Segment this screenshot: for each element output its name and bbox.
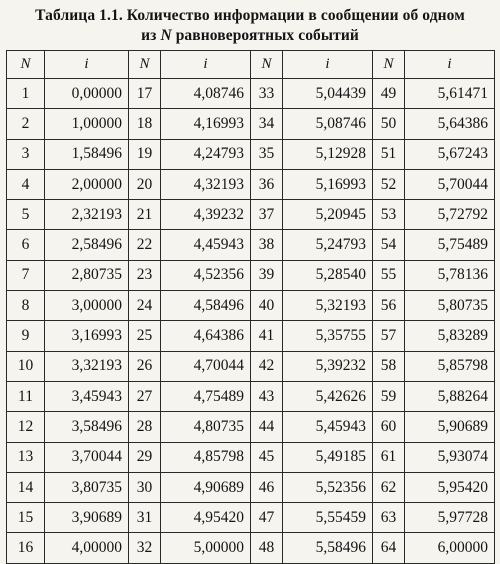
cell-n: 39 (251, 260, 283, 290)
cell-i: 5,20945 (283, 200, 373, 230)
cell-i: 5,39232 (283, 351, 373, 381)
caption-line-2-pre: из (141, 27, 161, 44)
cell-n: 2 (7, 109, 45, 139)
table-row (7, 351, 495, 381)
cell-i: 1,00000 (45, 109, 129, 139)
cell-i: 1,58496 (45, 139, 129, 169)
cell-i: 4,90689 (161, 472, 251, 502)
cell-n: 44 (251, 412, 283, 442)
cell-i: 4,85798 (161, 442, 251, 472)
cell-i: 5,08746 (283, 109, 373, 139)
cell-i: 5,67243 (405, 139, 495, 169)
caption-line-2 (6, 26, 494, 46)
cell-n: 29 (129, 442, 161, 472)
cell-n: 49 (373, 79, 405, 109)
cell-n: 56 (373, 291, 405, 321)
cell-n: 22 (129, 230, 161, 260)
table-row (7, 472, 495, 502)
cell-i: 5,35755 (283, 321, 373, 351)
cell-n: 45 (251, 442, 283, 472)
cell-n: 52 (373, 169, 405, 199)
cell-n: 30 (129, 472, 161, 502)
cell-i: 4,39232 (161, 200, 251, 230)
cell-i: 5,24793 (283, 230, 373, 260)
cell-i: 3,45943 (45, 381, 129, 411)
table-row (7, 230, 495, 260)
cell-i: 4,45943 (161, 230, 251, 260)
cell-n: 7 (7, 260, 45, 290)
header-n-3: N (251, 51, 283, 79)
caption-line-1: Таблица 1.1. Количество информации в сообщении об одном (35, 7, 465, 24)
cell-i: 4,00000 (45, 533, 129, 563)
cell-i: 5,32193 (283, 291, 373, 321)
table-row (7, 533, 495, 563)
cell-i: 4,24793 (161, 139, 251, 169)
cell-i: 4,95420 (161, 503, 251, 533)
cell-i: 3,90689 (45, 503, 129, 533)
cell-i: 5,64386 (405, 109, 495, 139)
cell-n: 9 (7, 321, 45, 351)
header-n-2: N (129, 51, 161, 79)
cell-i: 4,32193 (161, 169, 251, 199)
cell-n: 26 (129, 351, 161, 381)
cell-i: 5,45943 (283, 412, 373, 442)
cell-i: 3,16993 (45, 321, 129, 351)
header-i-3: i (283, 51, 373, 79)
cell-n: 14 (7, 472, 45, 502)
cell-n: 47 (251, 503, 283, 533)
cell-i: 4,58496 (161, 291, 251, 321)
cell-i: 4,52356 (161, 260, 251, 290)
cell-i: 5,00000 (161, 533, 251, 563)
cell-i: 5,61471 (405, 79, 495, 109)
cell-i: 4,16993 (161, 109, 251, 139)
cell-i: 4,08746 (161, 79, 251, 109)
cell-n: 23 (129, 260, 161, 290)
cell-n: 15 (7, 503, 45, 533)
table-body (7, 79, 495, 564)
cell-i: 5,78136 (405, 260, 495, 290)
cell-i: 4,70044 (161, 351, 251, 381)
table-row (7, 260, 495, 290)
cell-n: 62 (373, 472, 405, 502)
cell-n: 50 (373, 109, 405, 139)
cell-n: 37 (251, 200, 283, 230)
cell-n: 4 (7, 169, 45, 199)
cell-i: 4,80735 (161, 412, 251, 442)
cell-n: 54 (373, 230, 405, 260)
table-caption (6, 6, 494, 46)
cell-n: 3 (7, 139, 45, 169)
cell-i: 4,64386 (161, 321, 251, 351)
cell-n: 21 (129, 200, 161, 230)
cell-i: 5,72792 (405, 200, 495, 230)
cell-n: 53 (373, 200, 405, 230)
cell-i: 5,88264 (405, 381, 495, 411)
table-row (7, 412, 495, 442)
table-row (7, 200, 495, 230)
header-i-4: i (405, 51, 495, 79)
cell-n: 13 (7, 442, 45, 472)
cell-n: 51 (373, 139, 405, 169)
table-row (7, 291, 495, 321)
cell-n: 41 (251, 321, 283, 351)
cell-i: 5,16993 (283, 169, 373, 199)
table-row (7, 503, 495, 533)
cell-n: 17 (129, 79, 161, 109)
cell-n: 28 (129, 412, 161, 442)
cell-i: 2,80735 (45, 260, 129, 290)
cell-n: 33 (251, 79, 283, 109)
cell-i: 2,32193 (45, 200, 129, 230)
cell-i: 5,28540 (283, 260, 373, 290)
table-row (7, 381, 495, 411)
table-row (7, 442, 495, 472)
cell-i: 5,58496 (283, 533, 373, 563)
cell-i: 5,85798 (405, 351, 495, 381)
cell-n: 40 (251, 291, 283, 321)
caption-line-2-post: равновероятных событий (171, 27, 359, 44)
cell-n: 43 (251, 381, 283, 411)
cell-n: 34 (251, 109, 283, 139)
cell-i: 5,49185 (283, 442, 373, 472)
cell-i: 4,75489 (161, 381, 251, 411)
table-header-row (7, 51, 495, 79)
cell-n: 38 (251, 230, 283, 260)
cell-i: 5,70044 (405, 169, 495, 199)
cell-n: 18 (129, 109, 161, 139)
cell-i: 2,58496 (45, 230, 129, 260)
cell-n: 57 (373, 321, 405, 351)
cell-i: 5,75489 (405, 230, 495, 260)
cell-n: 63 (373, 503, 405, 533)
header-n-1: N (7, 51, 45, 79)
cell-i: 5,04439 (283, 79, 373, 109)
cell-i: 3,58496 (45, 412, 129, 442)
cell-n: 10 (7, 351, 45, 381)
cell-i: 5,42626 (283, 381, 373, 411)
cell-n: 1 (7, 79, 45, 109)
cell-n: 32 (129, 533, 161, 563)
table-row (7, 139, 495, 169)
cell-i: 5,90689 (405, 412, 495, 442)
cell-i: 5,12928 (283, 139, 373, 169)
cell-n: 60 (373, 412, 405, 442)
cell-n: 8 (7, 291, 45, 321)
cell-i: 6,00000 (405, 533, 495, 563)
cell-i: 5,95420 (405, 472, 495, 502)
cell-n: 36 (251, 169, 283, 199)
cell-n: 42 (251, 351, 283, 381)
cell-i: 5,80735 (405, 291, 495, 321)
caption-variable-n: N (160, 27, 172, 44)
cell-n: 55 (373, 260, 405, 290)
cell-i: 3,70044 (45, 442, 129, 472)
cell-n: 61 (373, 442, 405, 472)
cell-n: 27 (129, 381, 161, 411)
cell-n: 16 (7, 533, 45, 563)
cell-i: 2,00000 (45, 169, 129, 199)
cell-i: 5,83289 (405, 321, 495, 351)
cell-n: 58 (373, 351, 405, 381)
header-i-1: i (45, 51, 129, 79)
table-row (7, 321, 495, 351)
cell-i: 5,52356 (283, 472, 373, 502)
cell-n: 25 (129, 321, 161, 351)
table-row (7, 79, 495, 109)
cell-i: 3,32193 (45, 351, 129, 381)
table-row (7, 169, 495, 199)
cell-i: 0,00000 (45, 79, 129, 109)
cell-i: 5,55459 (283, 503, 373, 533)
cell-n: 11 (7, 381, 45, 411)
cell-n: 20 (129, 169, 161, 199)
header-i-2: i (161, 51, 251, 79)
information-table (6, 50, 495, 564)
cell-n: 12 (7, 412, 45, 442)
cell-i: 3,80735 (45, 472, 129, 502)
cell-n: 31 (129, 503, 161, 533)
cell-n: 5 (7, 200, 45, 230)
table-row (7, 109, 495, 139)
cell-n: 35 (251, 139, 283, 169)
cell-i: 5,97728 (405, 503, 495, 533)
cell-n: 19 (129, 139, 161, 169)
header-n-4: N (373, 51, 405, 79)
cell-n: 59 (373, 381, 405, 411)
cell-n: 64 (373, 533, 405, 563)
cell-i: 5,93074 (405, 442, 495, 472)
cell-n: 46 (251, 472, 283, 502)
cell-n: 48 (251, 533, 283, 563)
cell-n: 6 (7, 230, 45, 260)
cell-i: 3,00000 (45, 291, 129, 321)
cell-n: 24 (129, 291, 161, 321)
